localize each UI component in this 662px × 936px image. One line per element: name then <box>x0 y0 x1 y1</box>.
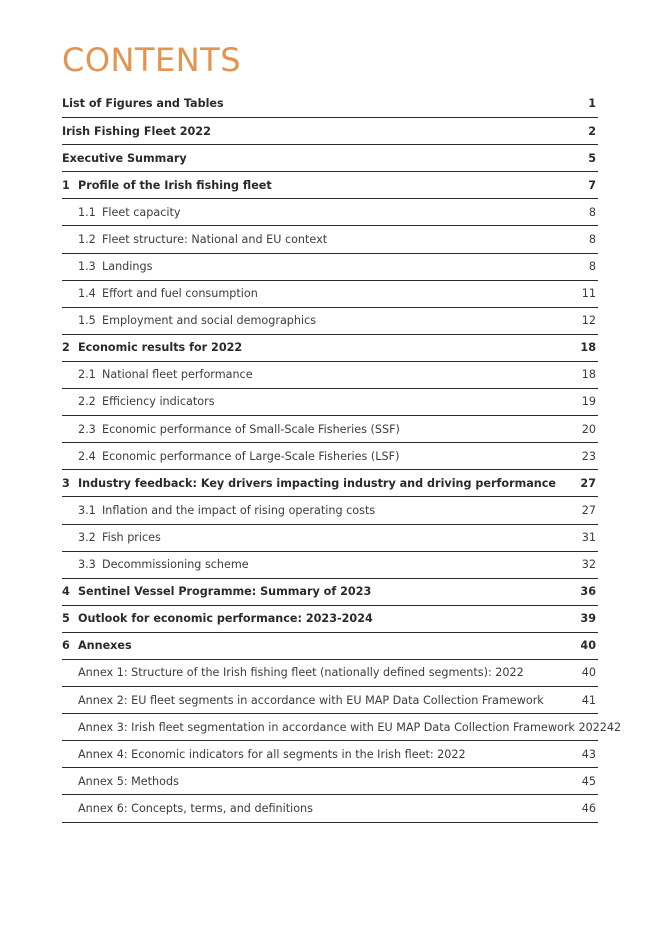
toc-annex[interactable] <box>62 741 598 768</box>
toc-section-text: Outlook for economic performance: 2023-2024 <box>78 612 373 626</box>
toc-subsection-text: National fleet performance <box>102 368 253 382</box>
toc-subsection[interactable] <box>62 254 598 281</box>
toc-section-text: Economic results for 2022 <box>78 341 243 355</box>
toc-subsection-number: 1.5 <box>78 314 96 328</box>
toc-section[interactable] <box>62 579 598 606</box>
toc-annex-page: 42 <box>606 720 622 734</box>
toc-section-page: 18 <box>580 341 596 355</box>
toc-subsection-number: 1.3 <box>78 260 96 273</box>
toc-entry[interactable] <box>62 118 598 145</box>
toc-entry[interactable] <box>62 145 598 172</box>
toc-subsection[interactable] <box>62 199 598 226</box>
toc-section-number: 2 <box>62 341 70 355</box>
toc-annex[interactable] <box>62 714 622 741</box>
toc-subsection-page: 11 <box>581 287 596 301</box>
toc-section-number: 4 <box>62 585 70 599</box>
toc-annex[interactable] <box>62 660 598 687</box>
toc-section-page: 27 <box>580 476 596 490</box>
toc-section-number: 6 <box>62 639 70 653</box>
toc-section[interactable] <box>62 633 598 660</box>
toc-subsection-text: Effort and fuel consumption <box>102 287 258 301</box>
toc-subsection-text: Employment and social demographics <box>102 314 317 328</box>
toc-section[interactable] <box>62 335 598 362</box>
toc-subsection-text: Fleet structure: National and EU context <box>102 232 328 246</box>
toc-subsection-number: 2.4 <box>78 449 96 463</box>
toc-annex-page: 41 <box>581 693 596 707</box>
toc-annex-text: Annex 4: Economic indicators for all segments in the Irish fleet: 2022 <box>78 747 466 761</box>
toc-subsection-text: Efficiency indicators <box>102 395 215 409</box>
toc-subsection-page: 32 <box>581 558 596 572</box>
toc-subsection[interactable] <box>62 416 598 443</box>
toc-subsection-text: Landings <box>102 260 153 273</box>
toc-subsection-number: 3.1 <box>78 503 96 517</box>
toc-section[interactable] <box>62 470 598 497</box>
toc-section-page: 39 <box>580 612 596 626</box>
toc-section-text: Industry feedback: Key drivers impacting industry and driving performance <box>78 476 556 490</box>
toc-section-text: Profile of the Irish fishing fleet <box>78 178 272 192</box>
toc-entry[interactable] <box>62 91 598 118</box>
toc-annex-page: 43 <box>581 747 596 761</box>
toc-section[interactable] <box>62 606 598 633</box>
toc-subsection-page: 19 <box>581 395 596 409</box>
toc-subsection-number: 1.4 <box>78 287 96 301</box>
toc-section-page: 40 <box>580 639 596 653</box>
contents-page <box>62 0 622 823</box>
toc-subsection[interactable] <box>62 308 598 335</box>
toc-section[interactable] <box>62 172 598 199</box>
toc-annex-text: Annex 2: EU fleet segments in accordance with EU MAP Data Collection Framework <box>78 693 544 707</box>
toc-entry-text: Irish Fishing Fleet 2022 <box>62 124 211 138</box>
toc-annex[interactable] <box>62 768 598 795</box>
toc-subsection-page: 27 <box>581 503 596 517</box>
toc-subsection-page: 20 <box>581 422 596 436</box>
toc-subsection-text: Economic performance of Large-Scale Fisheries (LSF) <box>102 449 400 463</box>
toc-annex-text: Annex 3: Irish fleet segmentation in accordance with EU MAP Data Collection Framework 2022 <box>78 720 607 734</box>
toc-section-text: Annexes <box>78 639 132 653</box>
toc-entry-page: 1 <box>588 97 596 111</box>
toc-annex[interactable] <box>62 687 598 714</box>
toc-subsection-text: Decommissioning scheme <box>102 558 249 572</box>
toc-subsection-number: 3.2 <box>78 530 96 544</box>
toc-section-page: 36 <box>580 585 596 599</box>
toc-annex-page: 46 <box>581 801 596 815</box>
toc-subsection-number: 2.2 <box>78 395 96 409</box>
toc-subsection[interactable] <box>62 226 598 253</box>
toc-section-number: 5 <box>62 612 70 626</box>
toc-annex-text: Annex 6: Concepts, terms, and definitions <box>78 801 313 815</box>
toc-section-page: 7 <box>588 178 596 192</box>
toc-entry-text: List of Figures and Tables <box>62 97 224 111</box>
toc-subsection-page: 8 <box>588 260 596 273</box>
toc-entry-text: Executive Summary <box>62 151 187 165</box>
toc-subsection-number: 2.3 <box>78 422 96 436</box>
toc-subsection-text: Economic performance of Small-Scale Fisheries (SSF) <box>102 422 400 436</box>
toc-subsection-text: Fish prices <box>102 530 161 544</box>
toc-subsection-page: 12 <box>581 314 596 328</box>
toc-subsection-text: Fleet capacity <box>102 205 181 219</box>
toc-subsection-number: 1.1 <box>78 205 96 219</box>
toc-subsection-number: 3.3 <box>78 558 96 572</box>
toc-annex-page: 40 <box>581 666 596 680</box>
toc-subsection[interactable] <box>62 362 598 389</box>
table-of-contents <box>62 91 622 823</box>
toc-subsection-number: 2.1 <box>78 368 96 382</box>
toc-subsection-page: 18 <box>581 368 596 382</box>
toc-subsection[interactable] <box>62 497 598 524</box>
toc-entry-page: 5 <box>588 151 596 165</box>
toc-subsection-text: Inflation and the impact of rising operating costs <box>102 503 376 517</box>
toc-subsection-number: 1.2 <box>78 232 96 246</box>
toc-subsection[interactable] <box>62 389 598 416</box>
toc-annex-page: 45 <box>581 774 596 788</box>
page-title: CONTENTS <box>62 41 242 79</box>
toc-subsection-page: 31 <box>581 530 596 544</box>
toc-subsection[interactable] <box>62 525 598 552</box>
toc-section-number: 1 <box>62 178 70 192</box>
toc-annex[interactable] <box>62 795 598 822</box>
toc-annex-text: Annex 1: Structure of the Irish fishing fleet (nationally defined segments): 2022 <box>78 666 524 680</box>
toc-section-number: 3 <box>62 476 70 490</box>
toc-subsection-page: 23 <box>581 449 596 463</box>
toc-subsection[interactable] <box>62 281 598 308</box>
toc-subsection[interactable] <box>62 552 598 579</box>
toc-annex-text: Annex 5: Methods <box>78 774 179 788</box>
toc-subsection[interactable] <box>62 443 598 470</box>
toc-subsection-page: 8 <box>588 205 596 219</box>
toc-section-text: Sentinel Vessel Programme: Summary of 2023 <box>78 585 372 599</box>
toc-subsection-page: 8 <box>588 232 596 246</box>
toc-entry-page: 2 <box>588 124 596 138</box>
